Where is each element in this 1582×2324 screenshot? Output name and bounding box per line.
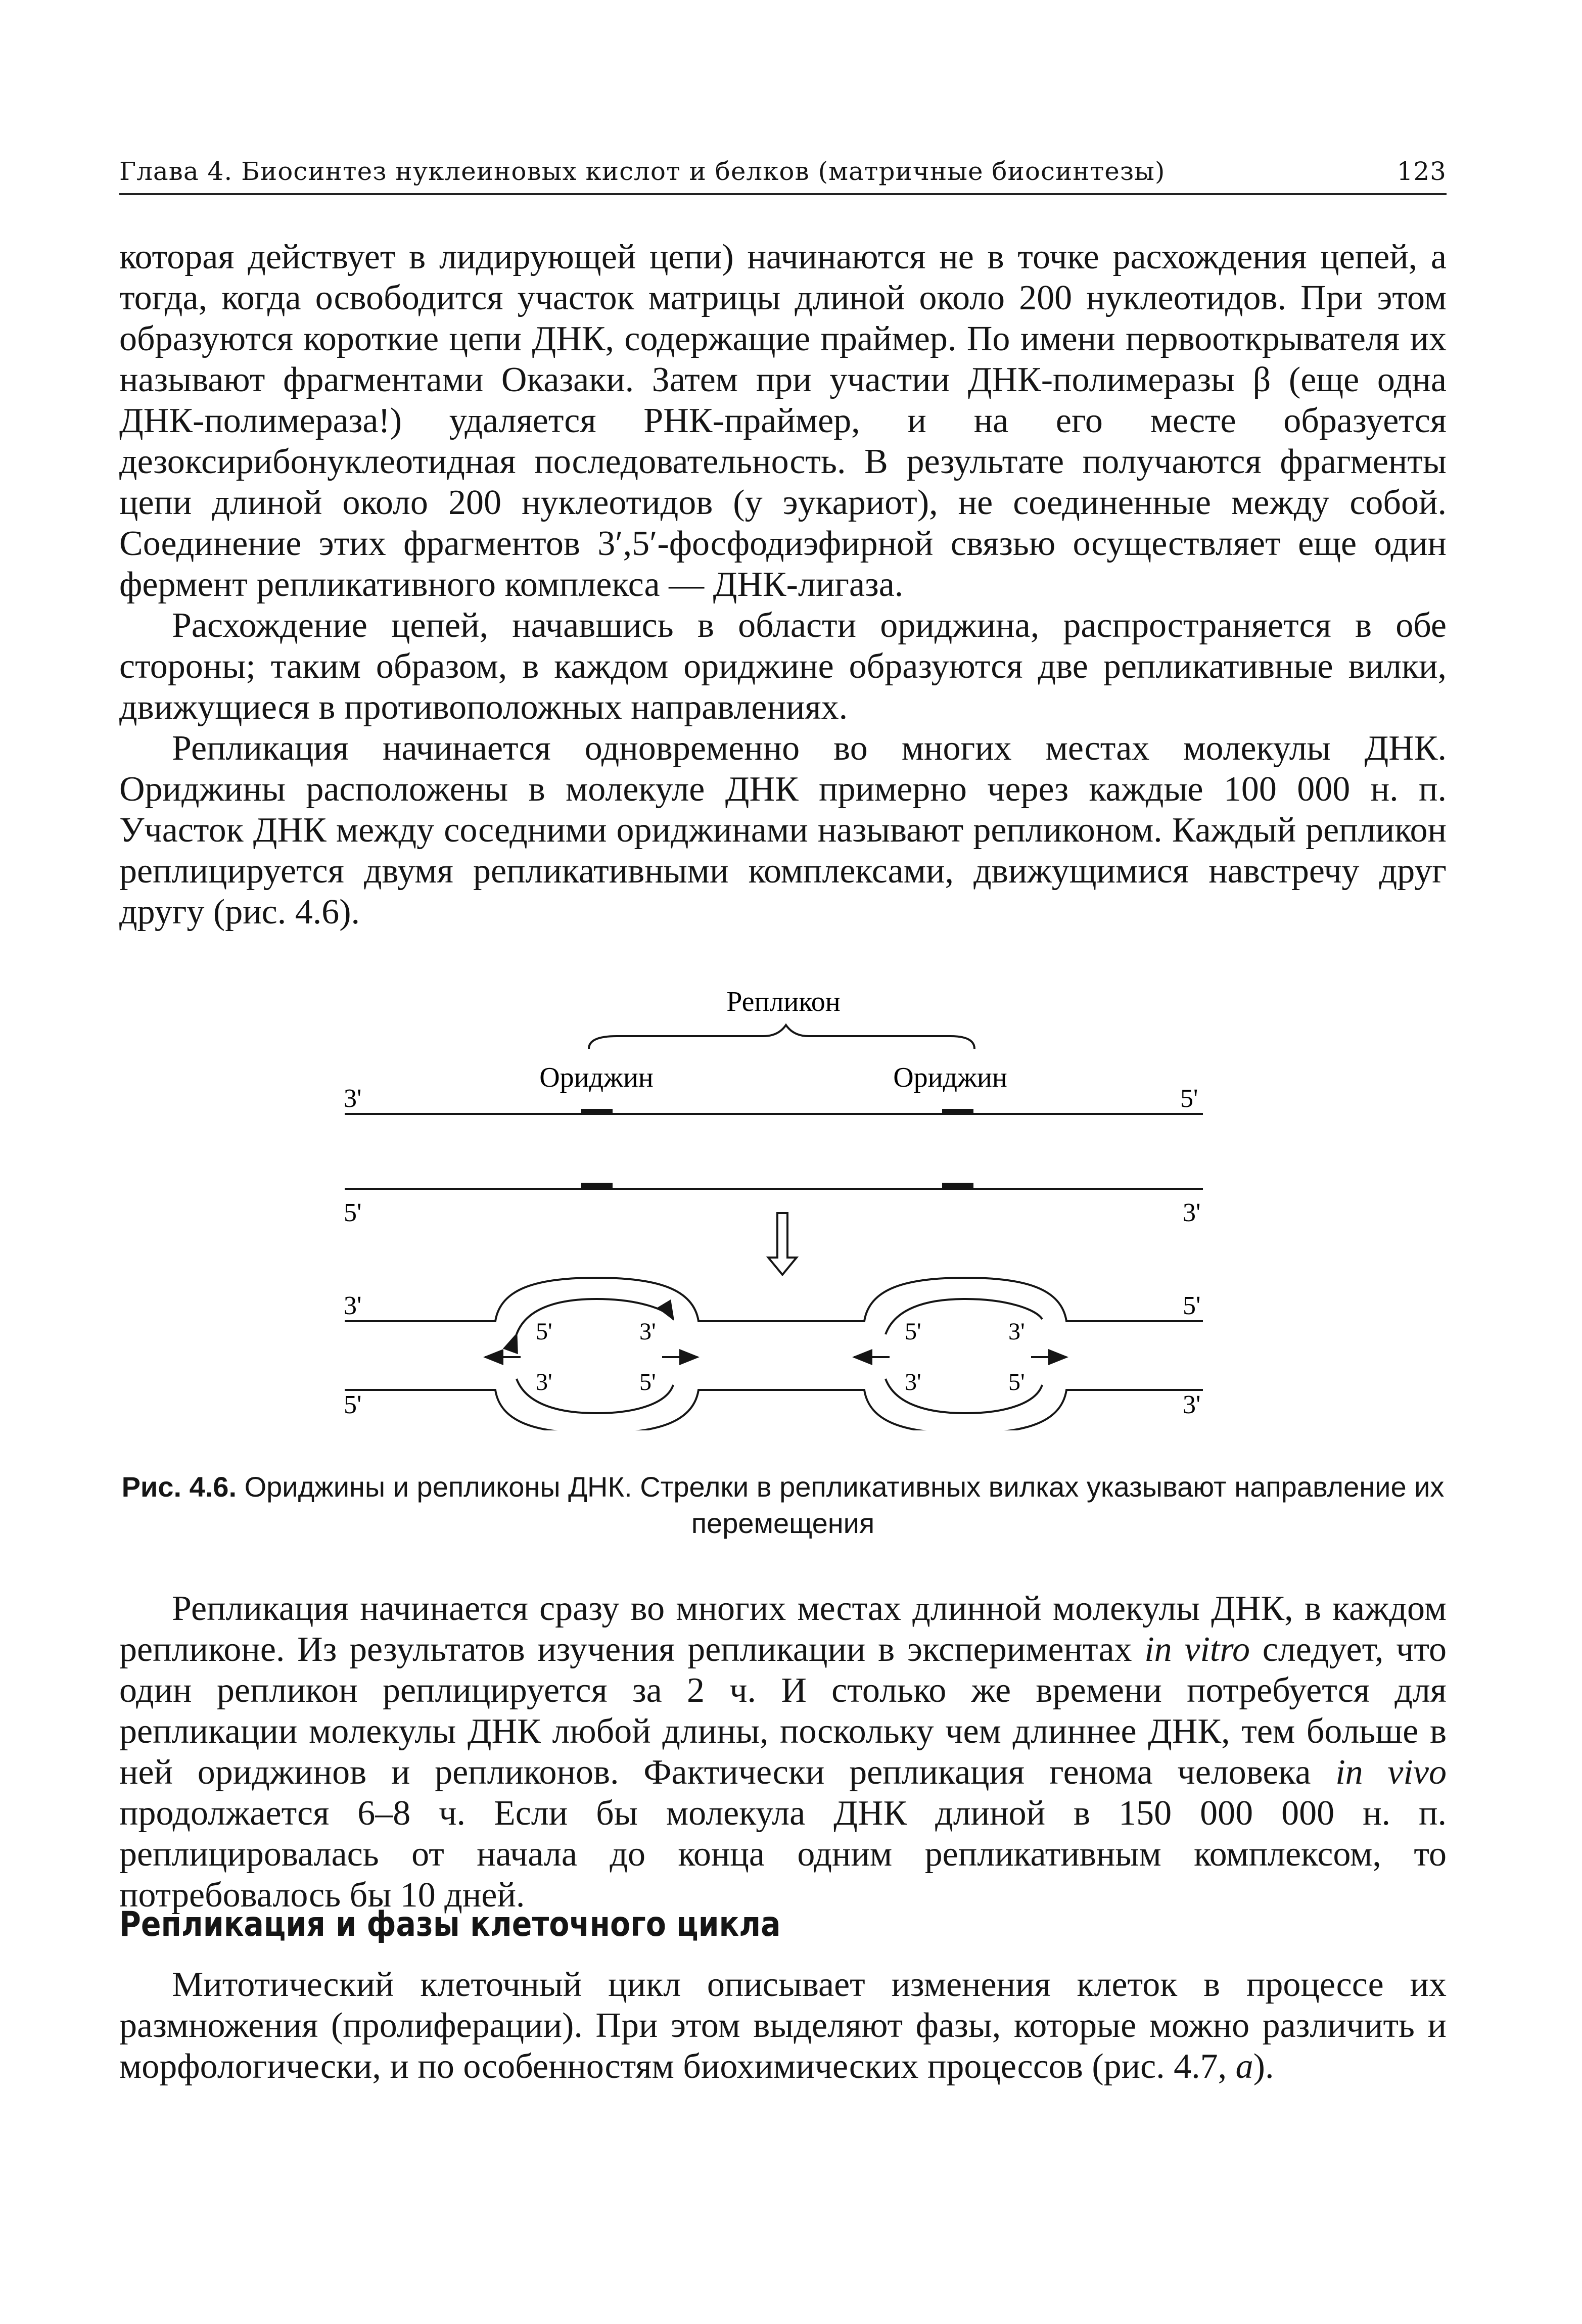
bubble1-label-br: 5' [639,1369,656,1396]
paragraph-replication-time [119,1588,1447,1916]
text-block-middle [119,1588,1447,1916]
parental-strand-bottom [345,1390,1203,1430]
italic-term: in vitro [1144,1630,1250,1669]
paragraph-okazaki: которая действует в лидирующей цепи) начинаются не в точке расхождения цепей, а тогда, когда освободится участок матрицы длиной около 200 нуклеотидов. При этом образуются короткие цепи ДНК, содержащие праймер. По имени первооткрывателя их называют фрагментами Оказаки. Затем при участии ДНК-полимеразы β (еще одна ДНК-полимераза!) удаляется РНК-праймер, и на его месте образуется дезоксирибонуклеотидная последовательность. В результате получаются фрагменты цепи длиной около 200 нуклеотидов (у эукариот), не соединенные между собой. Соединение этих фрагментов 3′,5′-фосфодиэфирной связью осуществляет еще один фермент репликативного комплекса — ДНК-лигаза. [119,238,1447,604]
caption-text: Ориджины и репликоны ДНК. Стрелки в репликативных вилках указывают направление их перемещения [244,1471,1445,1539]
origin-left-label: Ориджин [539,1062,654,1093]
replication-diagram [334,986,1243,1430]
strand-bottom-right-end: 3' [1183,1198,1201,1227]
bubble1-label-tr: 3' [639,1318,656,1345]
bubbles-bottom-left-end: 5' [344,1390,362,1419]
chapter-title: Глава 4. Биосинтез нуклеиновых кислот и белков (матричные биосинтезы) [119,157,1166,186]
replicon-brace [589,1025,974,1049]
origin-marker-upper-left [581,1109,613,1115]
paragraph-fork-direction: Расхождение цепей, начавшись в области ориджина, распространяется в обе стороны; таким образом, в каждом ориджине образуются две репликативные вилки, движущиеся в противоположных направлениях. [119,606,1447,727]
origin-marker-upper-right [942,1109,973,1115]
paragraph-part: следует, что один репликон реплицируется за 2 ч. И столько же времени потребуется для репликации молекулы ДНК любой длины, поскольку чем длиннее ДНК, тем больше в ней ориджинов и репликонов. Фактически репликация генома человека [119,1630,1447,1792]
down-arrow-icon [768,1213,797,1275]
paragraph-part: ). [1253,2047,1274,2086]
text-block-top [119,237,1447,933]
bubble2-label-br: 5' [1008,1369,1025,1396]
caption-label: Рис. 4.6. [121,1471,237,1503]
page-number: 123 [1397,157,1447,186]
paragraph-cell-cycle [119,1964,1447,2087]
bubble1-label-bl: 3' [536,1369,552,1396]
bubble2-label-tl: 5' [905,1318,921,1345]
strand-top-right-end: 5' [1180,1084,1198,1113]
bubble2-label-tr: 3' [1008,1318,1025,1345]
bubble1-label-tl: 5' [536,1318,552,1345]
paragraph-part: Митотический клеточный цикл описывает изменения клеток в процессе их размножения (пролиферации). При этом выделяют фазы, которые можно различить и морфологически, и по особенностям биохимических процессов (рис. 4.7, [119,1965,1447,2086]
bubbles-bottom-right-end: 3' [1183,1390,1201,1419]
strand-top-left-end: 3' [344,1084,362,1113]
origin-marker-lower-right [942,1183,973,1189]
italic-term: in vivo [1335,1753,1447,1792]
origin-marker-lower-left [581,1183,613,1189]
strand-bottom-left-end: 5' [344,1198,362,1227]
text-block-bottom [119,1964,1447,2087]
paragraph-part: продолжается 6–8 ч. Если бы молекула ДНК длиной в 150 000 000 н. п. реплицировалась от начала до конца одним репликативным комплексом, то потребовалось бы 10 дней. [119,1794,1447,1915]
paragraph-part: Репликация начинается сразу во многих местах длинной молекулы ДНК, в каждом репликоне. Из результатов изучения репликации в экспериментах [119,1589,1447,1669]
bubbles-top-right-end: 5' [1183,1291,1201,1320]
origin-right-label: Ориджин [893,1062,1007,1093]
replicon-label: Репликон [726,986,841,1017]
paragraph-replicon: Репликация начинается одновременно во многих местах молекулы ДНК. Ориджины расположены в молекуле ДНК примерно через каждые 100 000 н. п. Участок ДНК между соседними ориджинами называют репликоном. Каждый репликон реплицируется двумя репликативными комплексами, движущимися навстречу друг другу (рис. 4.6). [119,729,1447,932]
bubbles-top-left-end: 3' [344,1291,362,1320]
bubble2-label-bl: 3' [905,1369,921,1396]
italic-term: а [1235,2047,1253,2086]
section-heading: Репликация и фазы клеточного цикла [119,1904,781,1944]
figure-origins-replicons [334,986,1243,1430]
parental-strand-top [345,1278,1203,1321]
figure-caption [119,1469,1447,1542]
running-header [119,150,1447,195]
